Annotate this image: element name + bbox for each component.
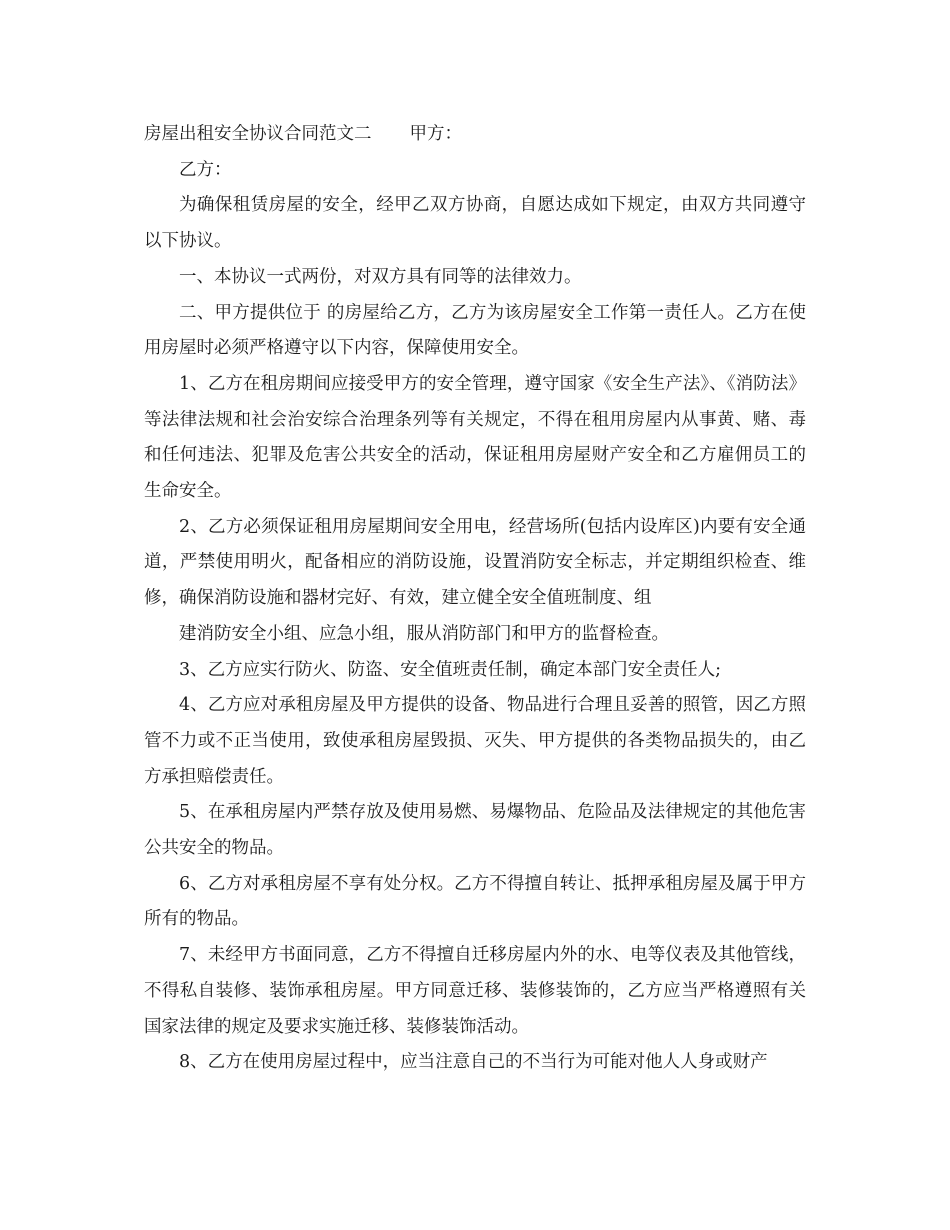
party-b-label: 乙方： — [179, 159, 232, 180]
document-body — [144, 117, 806, 1081]
title-line — [144, 117, 806, 153]
paragraph-item-6: 6、乙方对承租房屋不享有处分权。乙方不得擅自转让、抵押承租房屋及属于甲方所有的物品。 — [144, 873, 806, 930]
party-a-label: 甲方： — [409, 124, 462, 144]
paragraph-clause-1: 一、本协议一式两份，对双方具有同等的法律效力。 — [179, 266, 582, 287]
paragraph-item-2-cont: 建消防安全小组、应急小组，服从消防部门和甲方的监督检查。 — [179, 623, 669, 644]
paragraph-item-8: 8、乙方在使用房屋过程中，应当注意自己的不当行为可能对他人人身或财产 — [179, 1052, 768, 1073]
paragraph-item-1: 1、乙方在租房期间应接受甲方的安全管理，遵守国家《安全生产法》、《消防法》等法律法规和社会治安综合治理条列等有关规定，不得在租用房屋内从事黄、赌、毒和任何违法、犯罪及危害公共安全的活动，保证租用房屋财产安全和乙方雇佣员工的生命安全。 — [144, 373, 806, 502]
paragraph-item-2: 2、乙方必须保证租用房屋期间安全用电，经营场所(包括内设库区)内要有安全通道，严禁使用明火，配备相应的消防设施，设置消防安全标志，并定期组织检查、维修，确保消防设施和器材完好、有效，建立健全安全值班制度、组 — [144, 516, 806, 609]
paragraph-item-5: 5、在承租房屋内严禁存放及使用易燃、易爆物品、危险品及法律规定的其他危害公共安全的物品。 — [144, 802, 806, 859]
paragraph-preamble: 为确保租赁房屋的安全，经甲乙双方协商，自愿达成如下规定，由双方共同遵守以下协议。 — [144, 195, 806, 252]
document-title: 房屋出租安全协议合同范文二 — [144, 124, 372, 144]
paragraph-item-7: 7、未经甲方书面同意，乙方不得擅自迁移房屋内外的水、电等仪表及其他管线，不得私自装修、装饰承租房屋。甲方同意迁移、装修装饰的，乙方应当严格遵照有关国家法律的规定及要求实施迁移、装修装饰活动。 — [144, 945, 806, 1037]
paragraph-item-4: 4、乙方应对承租房屋及甲方提供的设备、物品进行合理且妥善的照管，因乙方照管不力或不正当使用，致使承租房屋毁损、灭失、甲方提供的各类物品损失的，由乙方承担赔偿责任。 — [144, 695, 806, 787]
paragraph-clause-2: 二、甲方提供位于 的房屋给乙方，乙方为该房屋安全工作第一责任人。乙方在使用房屋时必须严格遵守以下内容，保障使用安全。 — [144, 302, 806, 359]
paragraph-item-3: 3、乙方应实行防火、防盗、安全值班责任制，确定本部门安全责任人; — [179, 659, 722, 680]
